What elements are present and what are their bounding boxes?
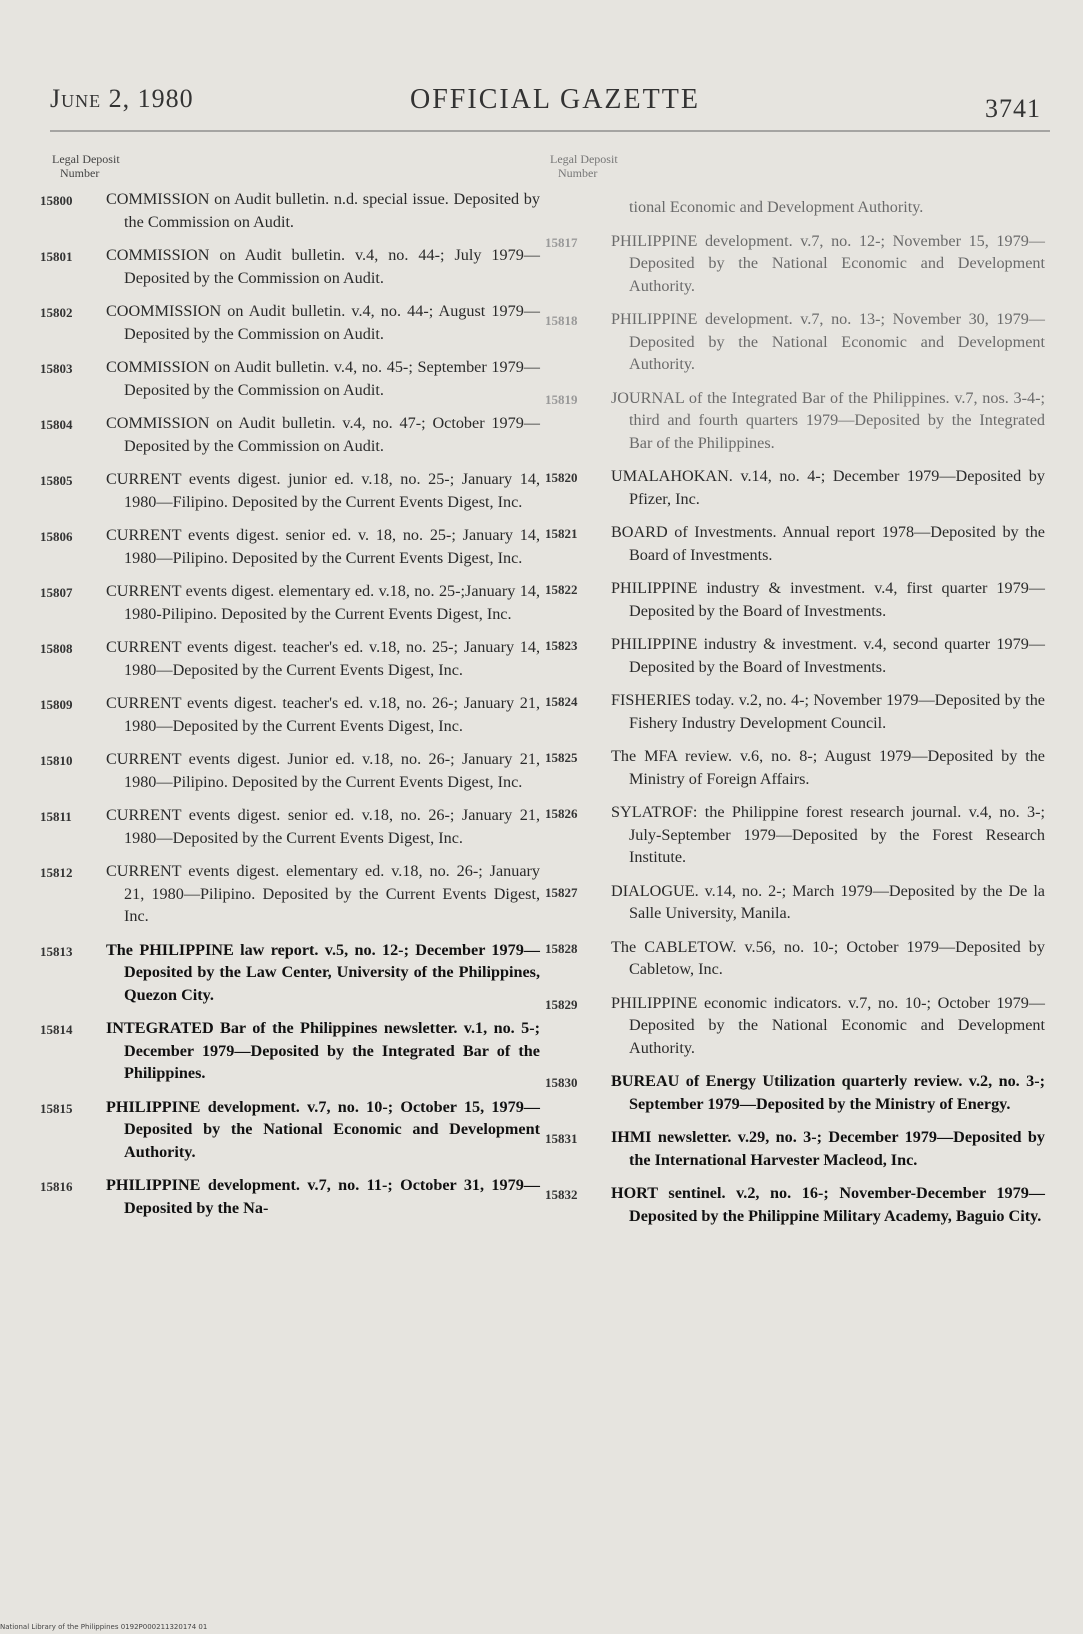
deposit-number: 15813 (40, 943, 73, 959)
deposit-number: 15832 (545, 1187, 578, 1202)
deposit-entry (40, 748, 540, 793)
column-header-line2: Number (558, 166, 598, 180)
header-title: OFFICIAL GAZETTE (410, 84, 700, 115)
deposit-entry (40, 188, 540, 233)
header-page-number: 3741 (985, 94, 1041, 123)
deposit-entry (40, 468, 540, 513)
deposit-entry (40, 692, 540, 737)
deposit-number: 15828 (545, 940, 578, 956)
deposit-number: 15820 (545, 470, 578, 485)
deposit-entry (40, 1017, 540, 1085)
deposit-description: PHILIPPINE development. v.7, no. 12-; November 15, 1979—Deposited by the National Economic and Development Authority. (611, 231, 1045, 295)
deposit-number: 15801 (40, 249, 73, 264)
deposit-description: COMMISSION on Audit bulletin. v.4, no. 47-; October 1979—Deposited by the Commission on Audit. (106, 414, 540, 455)
deposit-number: 15803 (40, 361, 73, 376)
deposit-number: 15818 (545, 313, 578, 328)
deposit-number: 15815 (40, 1100, 73, 1116)
continuation-text: tional Economic and Development Authority. (629, 198, 924, 216)
deposit-description: CURRENT events digest. senior ed. v. 18, no. 25-; January 14, 1980—Pilipino. Deposited by the Current Events Digest, Inc. (106, 526, 540, 567)
deposit-entry (545, 387, 1045, 455)
deposit-number: 15814 (40, 1022, 73, 1037)
deposit-description: The PHILIPPINE law report. v.5, no. 12-; December 1979—Deposited by the Law Center, University of the Philippines, Quezon City. (106, 940, 540, 1004)
column-header-line1: Legal Deposit (550, 152, 618, 166)
column-header-line2: Number (60, 166, 100, 180)
deposit-number: 15830 (545, 1075, 578, 1090)
deposit-number: 15808 (40, 641, 73, 656)
deposit-number: 15804 (40, 417, 73, 432)
deposit-description: CURRENT events digest. elementary ed. v.18, no. 25-;January 14, 1980-Pilipino. Deposited by the Current Events Digest, Inc. (106, 582, 540, 623)
deposit-number: 15811 (40, 809, 72, 824)
deposit-description: HORT sentinel. v.2, no. 16-; November-December 1979—Deposited by the Philippine Military Academy, Baguio City. (611, 1184, 1045, 1225)
footer-credit: National Library of the Philippines 0192P000211320174 01 (0, 1623, 208, 1631)
deposit-entry (545, 633, 1045, 678)
deposit-number: 15817 (545, 234, 578, 250)
deposit-entry (545, 689, 1045, 734)
deposit-description: CURRENT events digest. Junior ed. v.18, no. 26-; January 21, 1980—Pilipino. Deposited by the Current Events Digest, Inc. (106, 750, 540, 791)
deposit-description: CURRENT events digest. elementary ed. v.18, no. 26-; January 21, 1980—Pilipino. Deposited by the Current Events Digest, Inc. (106, 862, 540, 925)
deposit-entry (545, 465, 1045, 510)
deposit-description: BUREAU of Energy Utilization quarterly review. v.2, no. 3-; September 1979—Deposited by the Ministry of Energy. (611, 1072, 1045, 1113)
deposit-description: BOARD of Investments. Annual report 1978—Deposited by the Board of Investments. (611, 523, 1045, 564)
header-rule (50, 130, 1050, 132)
deposit-description: PHILIPPINE development. v.7, no. 13-; November 30, 1979—Deposited by the National Economic and Development Authority. (611, 310, 1045, 373)
deposit-number: 15821 (545, 526, 578, 541)
deposit-description: CURRENT events digest. junior ed. v.18, no. 25-; January 14, 1980—Filipino. Deposited by the Current Events Digest, Inc. (106, 470, 540, 511)
header-date: June 2, 1980 (50, 84, 194, 113)
deposit-entry (40, 244, 540, 289)
deposit-description: PHILIPPINE industry & investment. v.4, second quarter 1979—Deposited by the Board of Investments. (611, 635, 1045, 676)
deposit-number: 15823 (545, 638, 578, 653)
deposit-entry (40, 636, 540, 681)
deposit-number: 15825 (545, 750, 578, 765)
deposit-description: PHILIPPINE economic indicators. v.7, no. 10-; October 1979—Deposited by the National Economic and Development Authority. (611, 993, 1045, 1057)
deposit-description: PHILIPPINE development. v.7, no. 10-; October 15, 1979—Deposited by the National Economic and Development Authority. (106, 1097, 540, 1161)
column-header-line1: Legal Deposit (52, 152, 120, 166)
deposit-description: CURRENT events digest. senior ed. v.18, no. 26-; January 21, 1980—Deposited by the Current Events Digest, Inc. (106, 806, 540, 847)
deposit-entry (545, 1126, 1045, 1171)
deposit-description: SYLATROF: the Philippine forest research journal. v.4, no. 3-; July-September 1979—Deposited by the Forest Research Institute. (611, 803, 1045, 866)
deposit-number: 15805 (40, 473, 73, 488)
deposit-number: 15819 (545, 391, 578, 407)
deposit-entry (40, 860, 540, 928)
deposit-entry (545, 992, 1045, 1060)
deposit-description: The MFA review. v.6, no. 8-; August 1979—Deposited by the Ministry of Foreign Affairs. (611, 747, 1045, 788)
deposit-number: 15824 (545, 694, 578, 709)
deposit-description: COMMISSION on Audit bulletin. v.4, no. 45-; September 1979—Deposited by the Commission on Audit. (106, 358, 540, 399)
deposit-description: PHILIPPINE development. v.7, no. 11-; October 31, 1979—Deposited by the Na- (106, 1176, 540, 1217)
deposit-number: 15816 (40, 1179, 73, 1194)
deposit-description: INTEGRATED Bar of the Philippines newsletter. v.1, no. 5-; December 1979—Deposited by the Integrated Bar of the Philippines. (106, 1019, 540, 1082)
deposit-number: 15806 (40, 529, 73, 544)
deposit-entry (545, 308, 1045, 376)
deposit-entry (545, 577, 1045, 622)
deposit-entry (545, 745, 1045, 790)
deposit-number: 15802 (40, 305, 73, 320)
right-column (545, 196, 1045, 1238)
deposit-entry (545, 880, 1045, 925)
deposit-entry (545, 230, 1045, 298)
deposit-description: DIALOGUE. v.14, no. 2-; March 1979—Deposited by the De la Salle University, Manila. (611, 881, 1045, 922)
deposit-description: CURRENT events digest. teacher's ed. v.18, no. 26-; January 21, 1980—Deposited by the Current Events Digest, Inc. (106, 694, 540, 735)
deposit-entry (40, 580, 540, 625)
deposit-entry (40, 356, 540, 401)
deposit-entry (40, 939, 540, 1007)
deposit-number: 15822 (545, 582, 578, 597)
deposit-entry (40, 300, 540, 345)
deposit-entry (40, 524, 540, 569)
deposit-entry (40, 1096, 540, 1164)
deposit-entry (40, 1174, 540, 1219)
deposit-number: 15810 (40, 753, 73, 768)
deposit-description: JOURNAL of the Integrated Bar of the Philippines. v.7, nos. 3-4-; third and fourth quarters 1979—Deposited by the Integrated Bar of the Philippines. (611, 388, 1045, 452)
deposit-description: CURRENT events digest. teacher's ed. v.18, no. 25-; January 14, 1980—Deposited by the Current Events Digest, Inc. (106, 638, 540, 679)
deposit-entry (545, 936, 1045, 981)
deposit-description: IHMI newsletter. v.29, no. 3-; December 1979—Deposited by the International Harvester Macleod, Inc. (611, 1128, 1045, 1169)
deposit-description: COMMISSION on Audit bulletin. n.d. special issue. Deposited by the Commission on Audit. (106, 190, 540, 231)
left-column (40, 188, 540, 1230)
deposit-number: 15807 (40, 585, 73, 600)
deposit-entry (545, 1070, 1045, 1115)
deposit-entry (40, 804, 540, 849)
deposit-entry (545, 801, 1045, 869)
deposit-number: 15812 (40, 865, 73, 880)
deposit-entry (545, 521, 1045, 566)
deposit-description: UMALAHOKAN. v.14, no. 4-; December 1979—Deposited by Pfizer, Inc. (611, 467, 1045, 508)
column-header-left (52, 152, 120, 180)
deposit-entry (40, 412, 540, 457)
column-header-right (550, 152, 618, 180)
deposit-description: PHILIPPINE industry & investment. v.4, first quarter 1979—Deposited by the Board of Investments. (611, 579, 1045, 620)
deposit-number: 15831 (545, 1131, 578, 1146)
deposit-description: FISHERIES today. v.2, no. 4-; November 1979—Deposited by the Fishery Industry Development Council. (611, 691, 1045, 732)
deposit-number: 15800 (40, 193, 73, 208)
deposit-entry (545, 1182, 1045, 1227)
deposit-description: COMMISSION on Audit bulletin. v.4, no. 44-; July 1979—Deposited by the Commission on Audit. (106, 246, 540, 287)
deposit-number: 15829 (545, 996, 578, 1012)
continuation-entry (545, 196, 1045, 219)
deposit-number: 15827 (545, 884, 578, 900)
deposit-description: COOMMISSION on Audit bulletin. v.4, no. 44-; August 1979—Deposited by the Commission on Audit. (106, 302, 540, 343)
deposit-number: 15826 (545, 806, 578, 821)
deposit-description: The CABLETOW. v.56, no. 10-; October 1979—Deposited by Cabletow, Inc. (611, 937, 1045, 978)
deposit-number: 15809 (40, 697, 73, 712)
